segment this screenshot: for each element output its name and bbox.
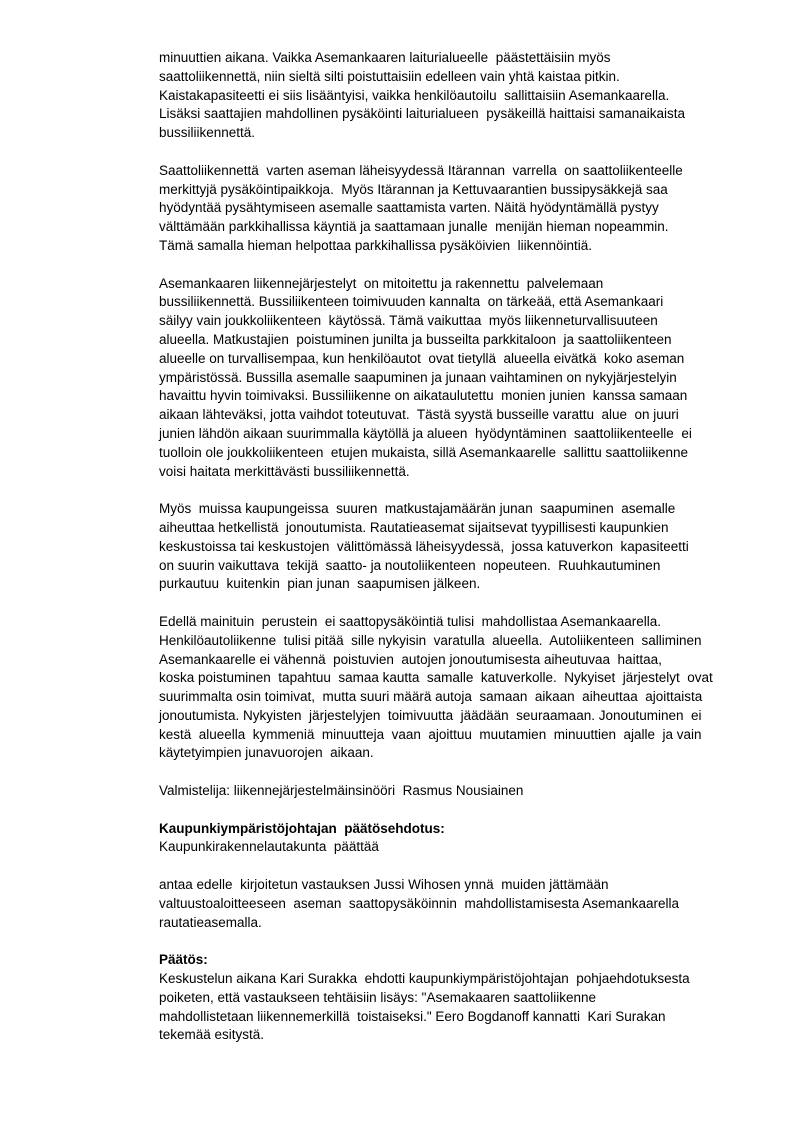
text-line: ympäristössä. Bussilla asemalle saapuminen ja junaan vaihtaminen on nykyjärjestelyin (159, 369, 677, 385)
text-line: junien lähdön aikaan suurimmalla käytöllä ja alueen hyödyntäminen saattoliikenteelle ei (159, 425, 692, 441)
text-line: Keskustelun aikana Kari Surakka ehdotti kaupunkiympäristöjohtajan pohjaehdotuksesta (159, 971, 690, 987)
text-line: on suurin vaikuttava tekijä saatto- ja noutoliikenteen nopeuteen. Ruuhkautuminen (159, 557, 661, 573)
text-line: keskustoissa tai keskustojen välittömässä läheisyydessä, jossa katuverkon kapasiteetti (159, 538, 689, 554)
text-line: tuolloin ole joukkoliikenteen etujen mukaista, sillä Asemankaarelle sallittu saattoliikenne (159, 444, 689, 460)
section-decision-proposal (159, 820, 764, 858)
text-line: valtuustoaloitteeseen aseman saattopysäköinnin mahdollistamisesta Asemankaarella (159, 895, 680, 911)
text-line: koska poistuminen tapahtuu samaa kautta samalle katuverkolle. Nykyiset järjestelyt ovat (159, 670, 713, 686)
text-line: havaittu hyvin toimivaksi. Bussiliikenne on aikataulutettu monien junien kanssa samaan (159, 388, 688, 404)
text-line: mahdollistetaan liikennemerkillä toistaiseksi." Eero Bogdanoff kannatti Kari Surakan (159, 1008, 666, 1024)
text-line: Asemankaaren liikennejärjestelyt on mitoitettu ja rakennettu palvelemaan (159, 275, 604, 291)
heading-line: Kaupunkiympäristöjohtajan päätösehdotus: (159, 820, 445, 836)
text-line: voisi haitata merkittävästi bussiliikennettä. (159, 463, 410, 479)
text-line: hyödyntää pysähtymiseen asemalle saattamista varten. Näitä hyödyntämällä pystyy (159, 200, 659, 216)
paragraph-other-cities (159, 500, 764, 594)
text-line: minuuttien aikana. Vaikka Asemankaaren laiturialueelle päästettäisiin myös (159, 50, 611, 65)
text-line: Saattoliikennettä varten aseman läheisyydessä Itärannan varrella on saattoliikenteelle (159, 162, 683, 178)
text-line: poiketen, että vastaukseen tehtäisiin lisäys: "Asemakaaren saattoliikenne (159, 989, 597, 1005)
text-line: saattoliikennettä, niin sieltä silti poistuttaisiin edelleen vain yhtä kaistaa pitkin. (159, 68, 620, 84)
text-line: kestä alueella kymmeniä minuutteja vaan ajoittuu muutamien minuuttien ajalle ja vain (159, 726, 702, 742)
text-line: alueelle on turvallisempaa, kun henkilöautot ovat tietyllä alueella eivätkä koko aseman (159, 350, 685, 366)
text-line: aiheuttaa hetkellistä jonoutumista. Rautatieasemat sijaitsevat tyypillisesti kaupunkien (159, 519, 669, 535)
paragraph-lane-capacity (159, 49, 764, 143)
text-line: Asemankaarelle ei vähennä poistuvien autojen jonoutumisesta aiheutuvaa haittaa, (159, 651, 662, 667)
paragraph-escort-parking (159, 162, 764, 256)
text-line: jonoutumista. Nykyisten järjestelyjen toimivuutta jäädään seuraamaan. Jonoutuminen ei (159, 707, 702, 723)
text-line: antaa edelle kirjoitetun vastauksen Jussi Wihosen ynnä muiden jättämään (159, 877, 609, 893)
text-line: Kaistakapasiteetti ei siis lisääntyisi, vaikka henkilöautoilu sallittaisiin Asemankaarella. (159, 87, 670, 103)
text-line: bussiliikennettä. Bussiliikenteen toimivuuden kannalta on tärkeää, että Asemankaari (159, 294, 664, 310)
section-decision (159, 951, 764, 1045)
text-line: välttämään parkkihallissa käyntiä ja saattamaan junalle menijän hieman nopeammin. (159, 219, 669, 235)
paragraph-bus-traffic (159, 275, 764, 482)
text-line: Myös muissa kaupungeissa suuren matkustajamäärän junan saapuminen asemalle (159, 501, 676, 517)
text-line: rautatieasemalla. (159, 914, 262, 930)
text-line: alueella. Matkustajien poistuminen junilta ja busseilta parkkitaloon ja saattoliikenteen (159, 331, 672, 347)
text-line: Kaupunkirakennelautakunta päättää (159, 839, 379, 855)
paragraph-preparer (159, 782, 764, 801)
heading-line: Päätös: (159, 952, 208, 968)
text-line: tekemää esitystä. (159, 1027, 265, 1043)
text-line: Lisäksi saattajien mahdollinen pysäköinti laiturialueen pysäkeillä haittaisi samanaikaista (159, 106, 686, 122)
text-line: Henkilöautoliikenne tulisi pitää sille nykyisin varatulla alueella. Autoliikenteen salliminen (159, 632, 702, 648)
text-line: Valmistelija: liikennejärjestelmäinsinööri Rasmus Nousiainen (159, 783, 524, 799)
text-line: aikaan lähteväksi, jotta vaihdot toteutuvat. Tästä syystä busseille varattu alue on juuri (159, 407, 679, 423)
text-line: käytetyimpien junavuorojen aikaan. (159, 745, 374, 761)
text-line: Tämä samalla hieman helpottaa parkkihallissa pysäköivien liikennöintiä. (159, 237, 592, 253)
paragraph-proposal-body (159, 876, 764, 932)
text-line: säilyy vain joukkoliikenteen käytössä. Tämä vaikuttaa myös liikenneturvallisuuteen (159, 313, 658, 329)
paragraph-conclusion (159, 613, 764, 763)
text-line: suurimmalta osin toimivat, mutta suuri määrä autoja samaan aikaan aiheuttaa ajoittaista (159, 689, 703, 705)
text-line: bussiliikennettä. (159, 125, 256, 141)
text-line: purkautuu kuitenkin pian junan saapumisen jälkeen. (159, 576, 481, 592)
text-line: merkittyjä pysäköintipaikkoja. Myös Itärannan ja Kettuvaarantien bussipysäkkejä saa (159, 181, 668, 197)
text-line: Edellä mainituin perustein ei saattopysäköintiä tulisi mahdollistaa Asemankaarella. (159, 613, 662, 629)
